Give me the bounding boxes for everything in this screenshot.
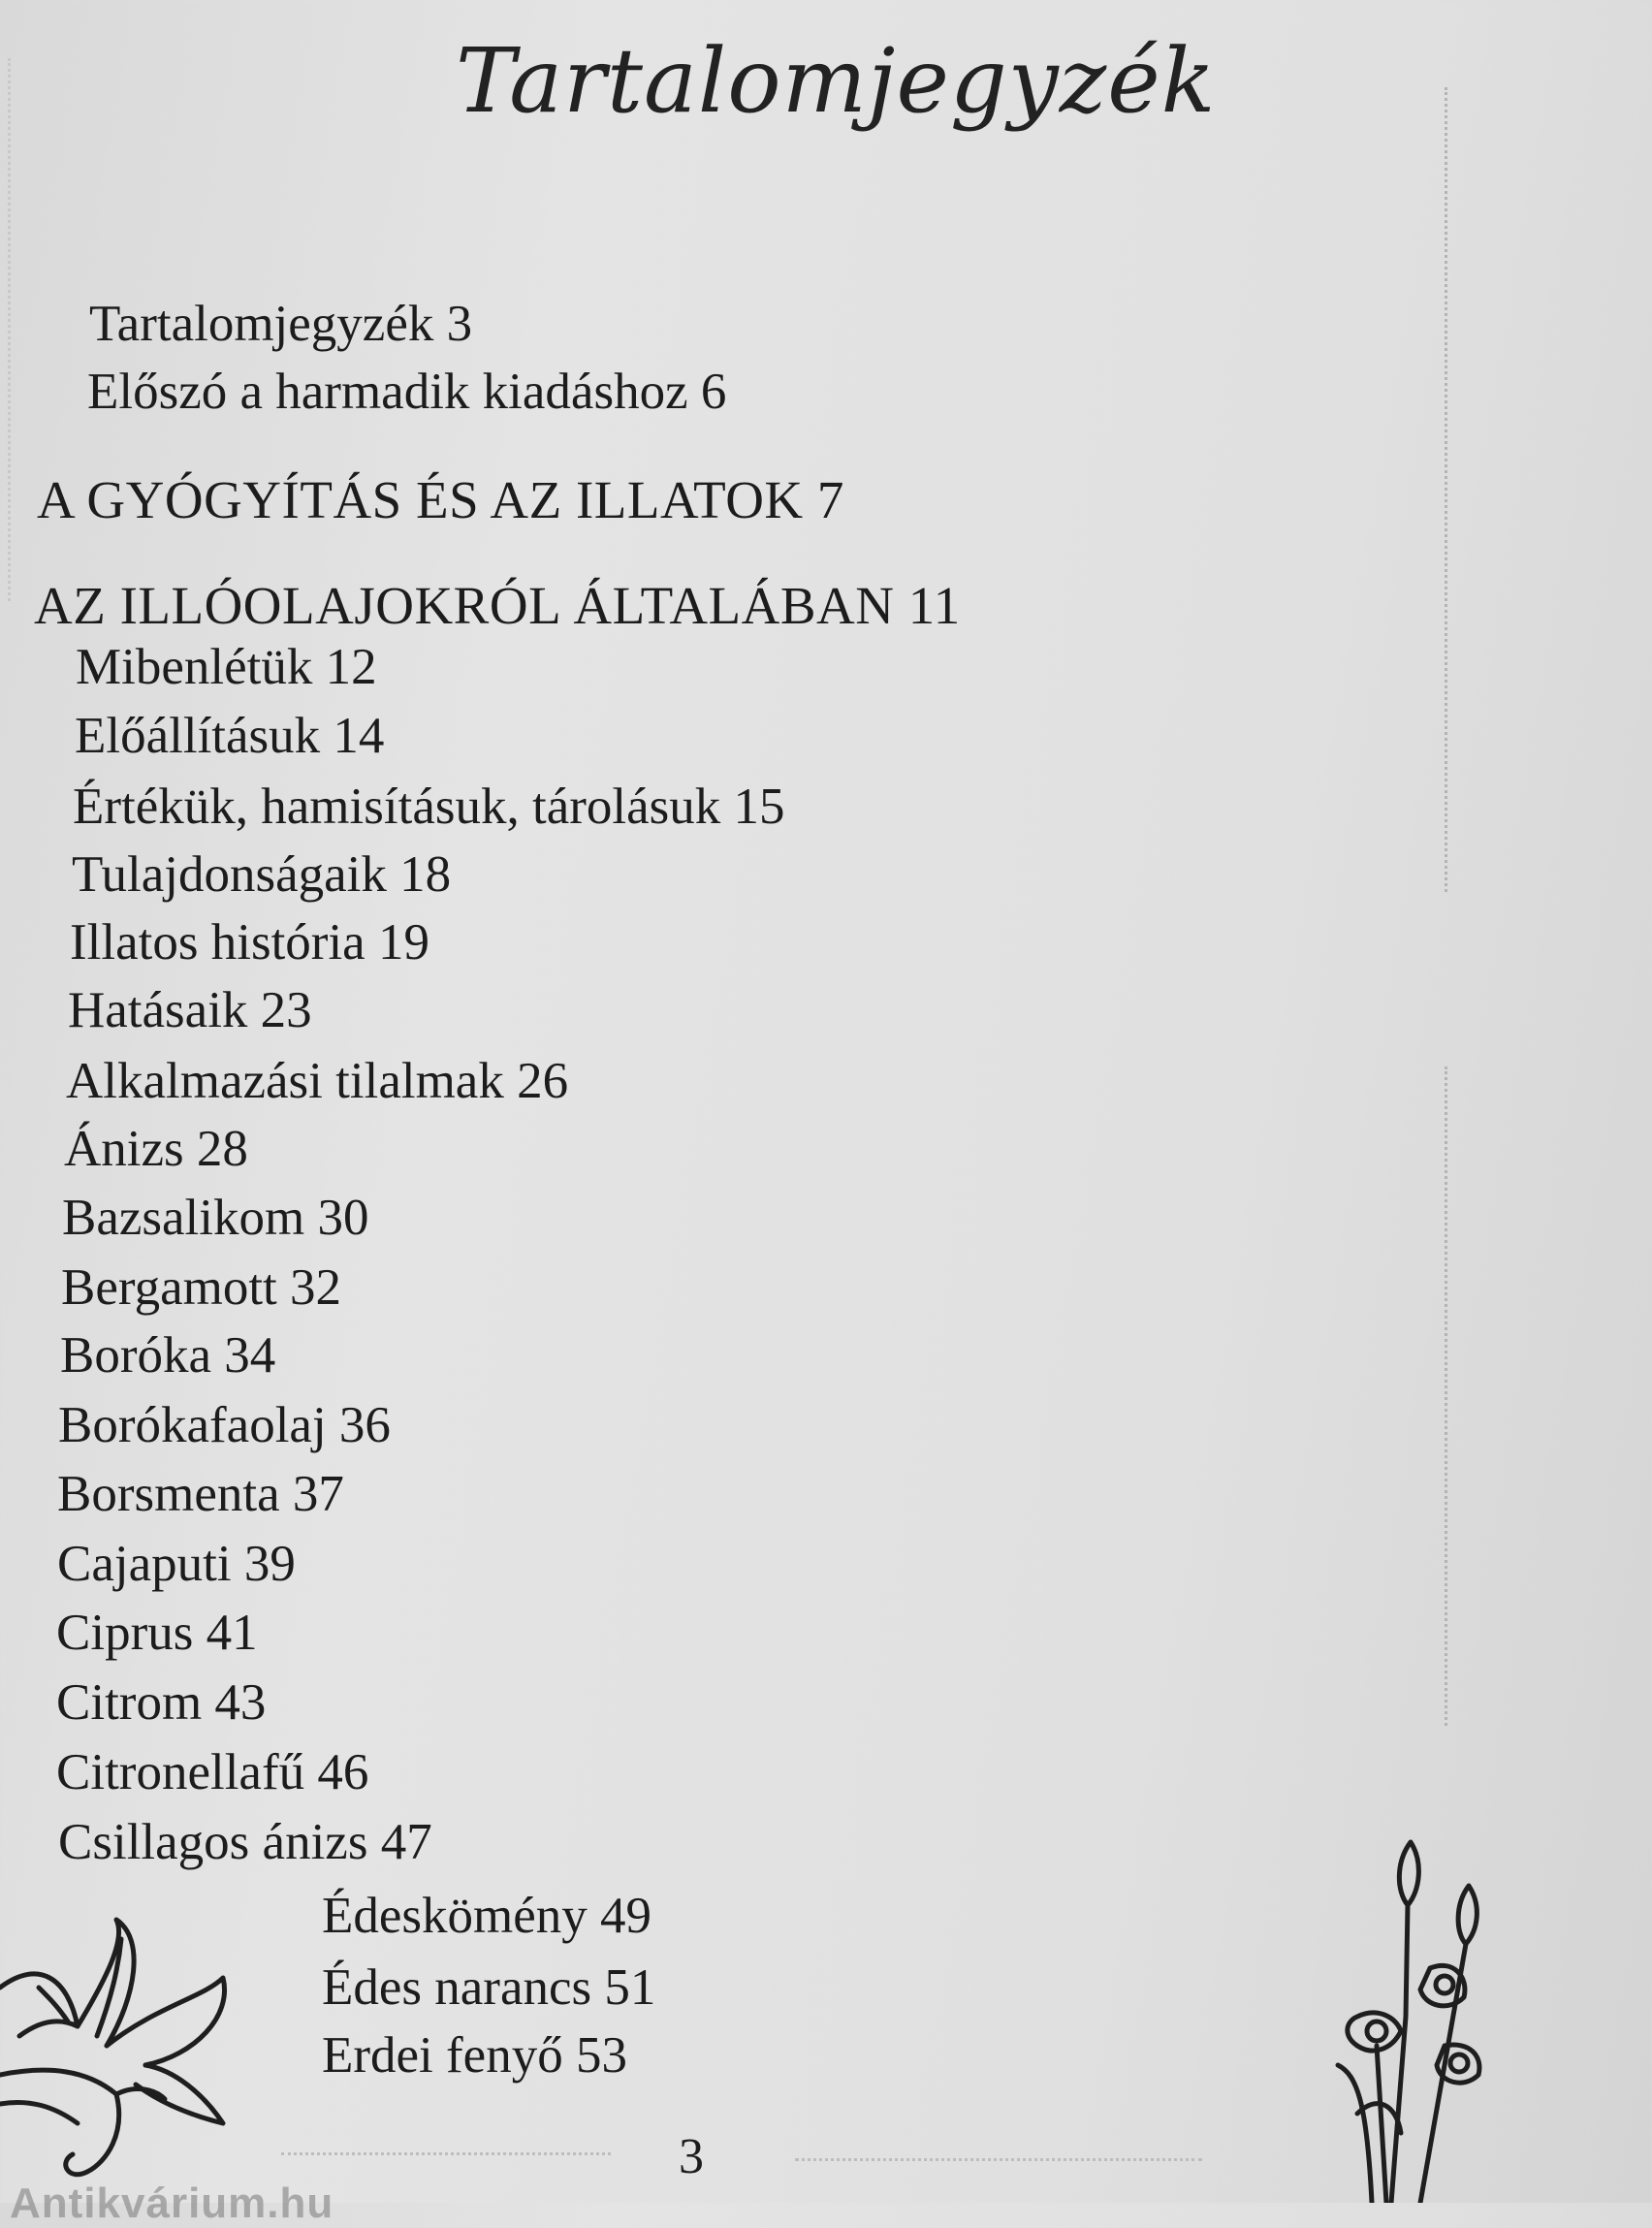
toc-entry: Citrom 43 xyxy=(56,1674,267,1731)
toc-entry: Tulajdonságaik 18 xyxy=(72,846,452,903)
section-heading: A GYÓGYÍTÁS ÉS AZ ILLATOK 7 xyxy=(37,470,844,529)
toc-entry: Hatásaik 23 xyxy=(68,982,312,1038)
toc-entry: Előállításuk 14 xyxy=(75,708,385,764)
footer-rule-right xyxy=(795,2158,1202,2161)
footer-rule-left xyxy=(281,2152,611,2155)
toc-entry: Cajaputi 39 xyxy=(57,1536,296,1592)
toc-entry: Csillagos ánizs 47 xyxy=(58,1814,432,1870)
toc-entry: Értékük, hamisításuk, tárolásuk 15 xyxy=(73,779,785,835)
toc-entry: Édes narancs 51 xyxy=(322,1959,656,2016)
toc-entry: Ciprus 41 xyxy=(56,1605,258,1661)
section-heading: AZ ILLÓOLAJOKRÓL ÁLTALÁBAN 11 xyxy=(34,576,961,635)
toc-entry: Tartalomjegyzék 3 xyxy=(89,296,473,352)
watermark: Antikvárium.hu xyxy=(10,2180,334,2227)
lily-illustration xyxy=(0,1900,252,2191)
toc-entry: Mibenlétük 12 xyxy=(76,639,377,695)
toc-entry: Erdei fenyő 53 xyxy=(322,2027,627,2084)
toc-entry: Alkalmazási tilalmak 26 xyxy=(66,1053,569,1109)
page-title: Tartalomjegyzék xyxy=(456,29,1217,133)
toc-entry: Ánizs 28 xyxy=(64,1121,248,1177)
toc-entry: Bergamott 32 xyxy=(61,1259,342,1316)
toc-entry: Boróka 34 xyxy=(60,1327,276,1384)
toc-entry: Édeskömény 49 xyxy=(322,1888,652,1944)
toc-entry: Borókafaolaj 36 xyxy=(58,1397,391,1453)
toc-entry: Bazsalikom 30 xyxy=(62,1190,369,1246)
daffodil-illustration xyxy=(1299,1823,1512,2203)
toc-entry: Előszó a harmadik kiadáshoz 6 xyxy=(87,364,727,420)
dotted-rule-upper xyxy=(1445,87,1447,892)
dotted-rule-lower xyxy=(1445,1066,1447,1726)
toc-entry: Illatos história 19 xyxy=(70,914,429,971)
toc-entry: Borsmenta 37 xyxy=(57,1466,344,1522)
dotted-rule-left-edge xyxy=(8,58,11,601)
toc-entry: Citronellafű 46 xyxy=(56,1744,369,1800)
page-number: 3 xyxy=(679,2129,704,2184)
